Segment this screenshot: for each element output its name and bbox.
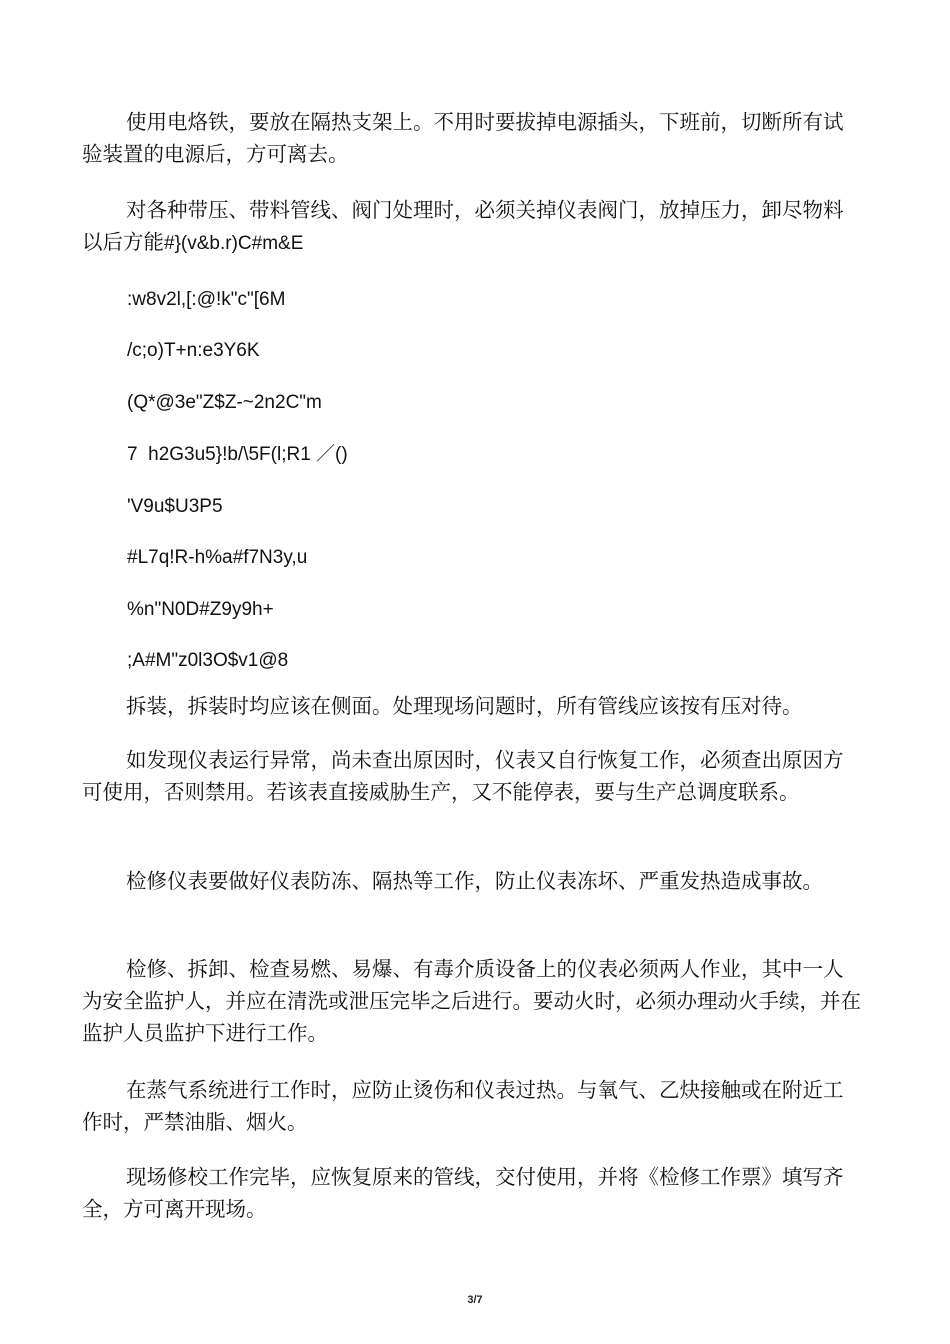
paragraph-hazardous-equipment (82, 953, 862, 1049)
garbled-line: (Q*@3e"Z$Z-~2n2C"m (127, 392, 322, 413)
paragraph-pressure-lines (82, 194, 862, 260)
paragraph-text: 如发现仪表运行异常，尚未查出原因时，仪表又自行恢复工作，必须查出原因方可使用，否则禁用。若该表直接威胁生产，又不能停表，要与生产总调度联系。 (82, 748, 844, 804)
paragraph-soldering-iron (82, 106, 862, 170)
paragraph-text: 现场修校工作完毕，应恢复原来的管线，交付使用，并将《检修工作票》填写齐全，方可离开现场。 (82, 1165, 844, 1221)
paragraph-text: 拆装，拆装时均应该在侧面。处理现场问题时，所有管线应该按有压对待。 (126, 694, 803, 718)
garbled-line: ;A#M"z0l3O$v1@8 (127, 650, 289, 671)
paragraph-abnormal-operation (82, 744, 862, 808)
paragraph-text: 使用电烙铁，要放在隔热支架上。不用时要拔掉电源插头，下班前，切断所有试验装置的电源后，方可离去。 (82, 110, 844, 166)
garbled-line: :w8v2l,[:@!k"c"[6M (127, 289, 286, 310)
garbled-inline-text: #}(v&b.r)C#m&E (164, 233, 304, 254)
paragraph-text: 检修、拆卸、检查易燃、易爆、有毒介质设备上的仪表必须两人作业，其中一人为安全监护人，并应在清洗或泄压完毕之后进行。要动火时，必须办理动火手续，并在监护人员监护下进行工作。 (82, 957, 861, 1045)
garbled-line: #L7q!R-h%a#f7N3y,u (127, 547, 308, 568)
garbled-line: %n"N0D#Z9y9h+ (127, 599, 274, 620)
paragraph-completion (82, 1161, 862, 1225)
garbled-line: /c;o)T+n:e3Y6K (127, 340, 260, 361)
paragraph-disassembly (82, 690, 862, 722)
page-number: 3/7 (467, 1294, 483, 1306)
paragraph-steam-system (82, 1074, 862, 1138)
paragraph-text: 在蒸气系统进行工作时，应防止烫伤和仪表过热。与氧气、乙炔接触或在附近工作时，严禁油脂、烟火。 (82, 1078, 844, 1134)
garbled-line: 7 h2G3u5}!b/\5F(l;R1 ／() (127, 444, 348, 465)
paragraph-antifreeze (82, 865, 862, 897)
paragraph-text: 对各种带压、带料管线、阀门处理时，必须关掉仪表阀门，放掉压力，卸尽物料以后方能 (82, 198, 844, 254)
paragraph-text: 检修仪表要做好仪表防冻、隔热等工作，防止仪表冻坏、严重发热造成事故。 (126, 869, 823, 893)
garbled-line: 'V9u$U3P5 (127, 496, 223, 517)
